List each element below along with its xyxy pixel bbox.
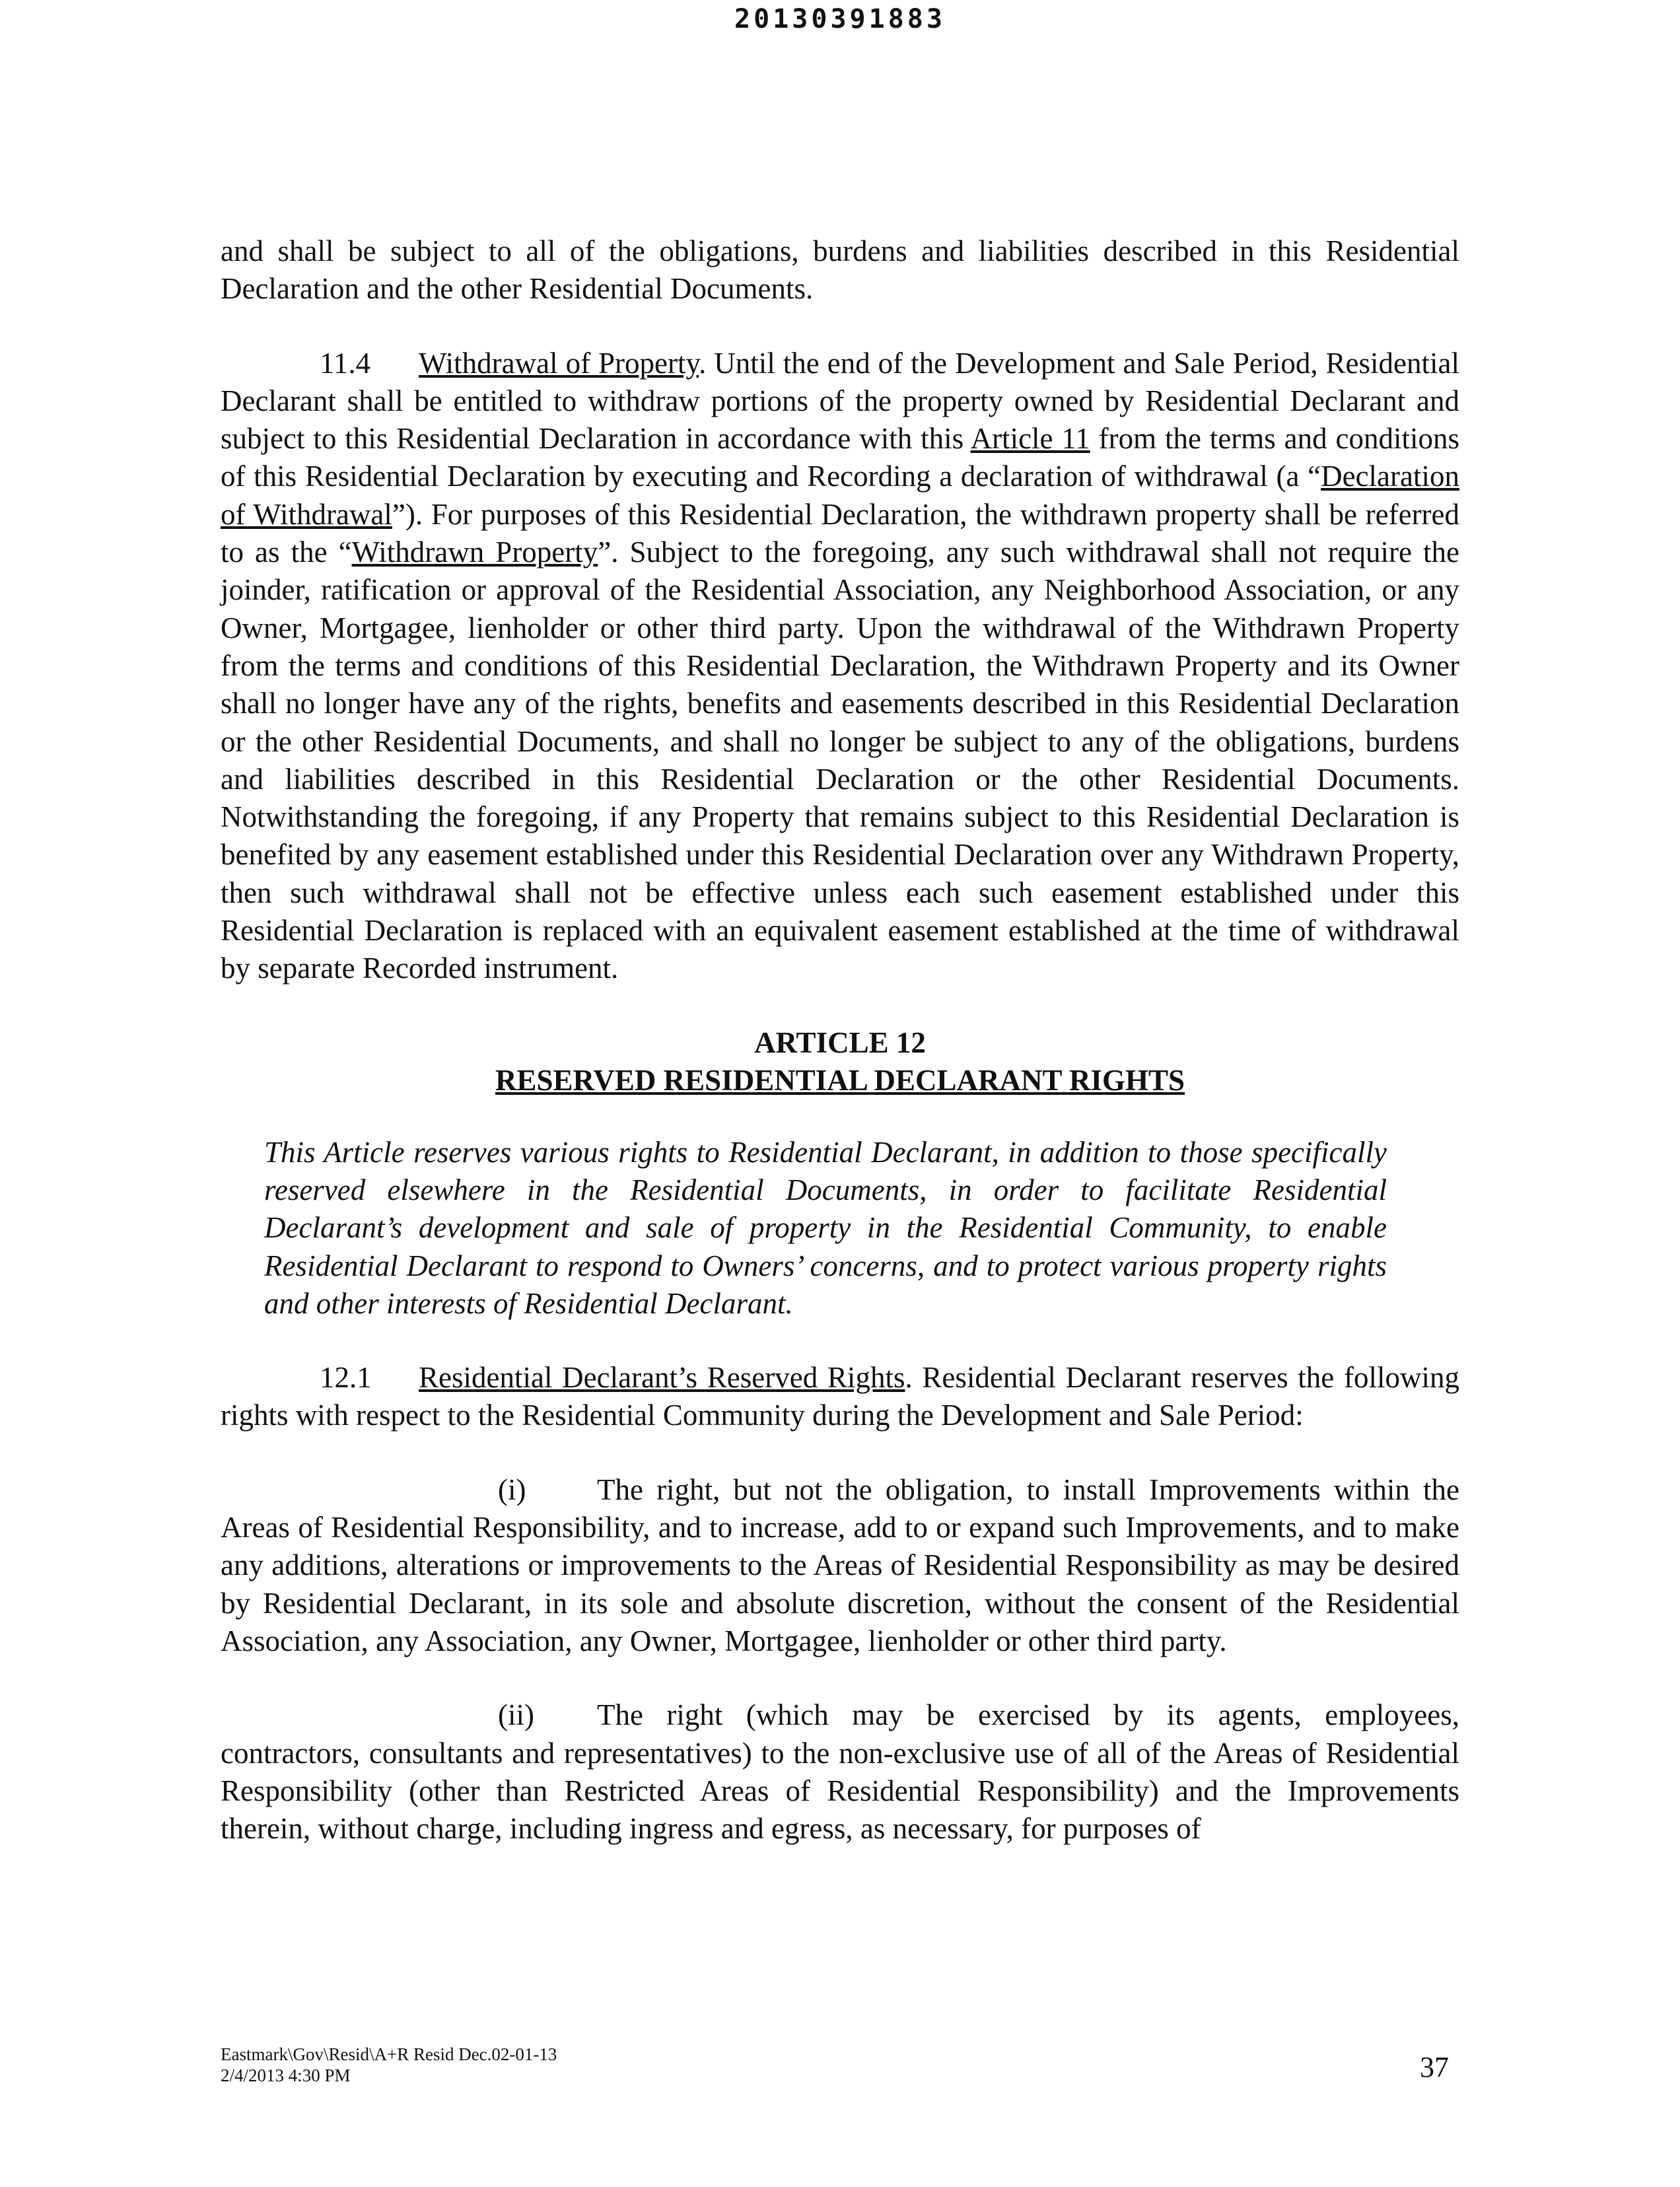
document-number: 20130391883: [734, 4, 946, 34]
section-heading: Withdrawal of Property: [419, 346, 699, 380]
section-heading: Residential Declarant’s Reserved Rights: [419, 1361, 905, 1395]
document-body: [221, 232, 1459, 1848]
section-text: ”. Subject to the foregoing, any such withdrawal shall not require the joinder, ratification or approval of the Residential Association, any Neighborhood Association, or any Owner, Mortgagee, lienholder or other third party. Upon the withdrawal of the Withdrawn Property from the terms and conditions of this Residential Declaration, the Withdrawn Property and its Owner shall no longer have any of the rights, benefits and easements described in this Residential Declaration or the other Residential Documents, and shall no longer be subject to any of the obligations, burdens and liabilities described in this Residential Declaration or the other Residential Documents. Notwithstanding the foregoing, if any Property that remains subject to this Residential Declaration is benefited by any easement established under this Residential Declaration over any Withdrawn Property, then such withdrawal shall not be effective unless each such easement established under this Residential Declaration is replaced with an equivalent easement established at the time of withdrawal by separate Recorded instrument.: [221, 536, 1460, 985]
item-label: (ii): [498, 1698, 534, 1732]
section-number: 11.4: [320, 346, 371, 380]
section-12-1: [221, 1359, 1459, 1435]
section-text: from the terms and conditions of this Residential Declaration by executing and Recording a declaration of withdrawal (a “: [221, 422, 1460, 493]
article-name: RESERVED RESIDENTIAL DECLARANT RIGHTS: [495, 1063, 1185, 1097]
footer-path: Eastmark\Gov\Resid\A+R Resid Dec.02-01-13: [221, 2044, 557, 2064]
footer-timestamp: 2/4/2013 4:30 PM: [221, 2066, 351, 2085]
section-text: ”). For purposes of this Residential Declaration, the withdrawn property shall be referred to as the “: [221, 497, 1460, 569]
footer: [221, 2044, 557, 2086]
section-text: . Residential Declarant reserves the following rights with respect to the Residential Community during the Development and Sale Period:: [221, 1361, 1459, 1432]
list-item: [221, 1471, 1459, 1660]
article-reference: Article 11: [970, 422, 1090, 456]
item-text: The right (which may be exercised by its agents, employees, contractors, consultants and representatives) to the non-exclusive use of all of the Areas of Residential Responsibility (other than Restricted Areas of Residential Responsibility) and the Improvements therein, without charge, including ingress and egress, as necessary, for purposes of: [221, 1698, 1459, 1846]
section-11-3-text: and shall be subject to all of the obligations, burdens and liabilities described in this Residential Declaration and the other Residential Documents.: [221, 234, 1459, 306]
defined-term: Declaration of Withdrawal: [221, 460, 1459, 531]
section-11-3-continuation: [221, 232, 1459, 308]
section-11-4: [221, 345, 1459, 988]
section-number: 12.1: [320, 1361, 372, 1395]
item-label: (i): [498, 1473, 526, 1506]
section-text: . Until the end of the Development and Sale Period, Residential Declarant shall be entitled to withdraw portions of the property owned by Residential Declarant and subject to this Residential Declaration in accordance with this: [221, 346, 1459, 456]
article-title: ARTICLE 12: [754, 1025, 926, 1059]
list-item: [221, 1696, 1459, 1848]
item-text: The right, but not the obligation, to install Improvements within the Areas of Residential Responsibility, and to increase, add to or expand such Improvements, and to make any additions, alterations or improvements to the Areas of Residential Responsibility as may be desired by Residential Declarant, in its sole and absolute discretion, without the consent of the Residential Association, any Association, any Owner, Mortgagee, lienholder or other third party.: [221, 1473, 1459, 1657]
page-number: 37: [1420, 2051, 1449, 2083]
article-intro: This Article reserves various rights to Residential Declarant, in addition to those specifically reserved elsewhere in the Residential Documents, in order to facilitate Residential Declarant’s development and sale of property in the Residential Community, to enable Residential Declarant to respond to Owners’ concerns, and to protect various property rights and other interests of Residential Declarant.: [264, 1135, 1387, 1320]
defined-term: Withdrawn Property: [351, 536, 598, 569]
